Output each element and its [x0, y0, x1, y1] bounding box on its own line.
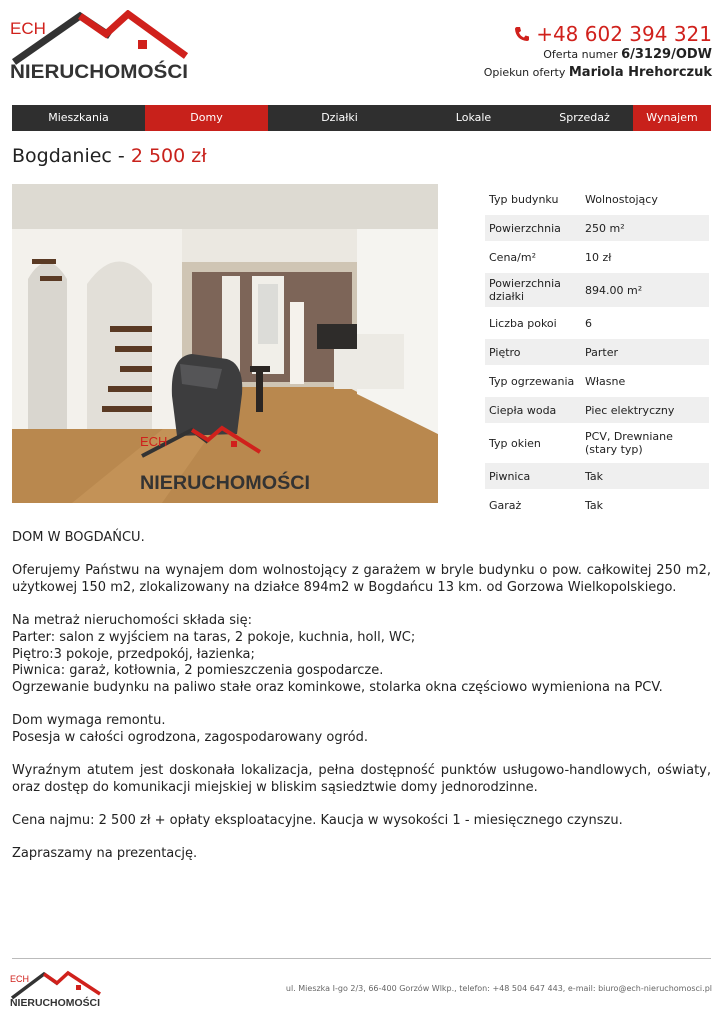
desc-paragraph [12, 713, 711, 747]
desc-line: Piwnica: garaż, kotłownia, 2 pomieszczenia gospodarcze. [12, 663, 384, 679]
spec-value: Wolnostojący [585, 192, 658, 206]
spec-value: Piec elektryczny [581, 397, 709, 423]
spec-row [485, 244, 709, 270]
watermark-name: NIERUCHOMOŚCI [140, 473, 304, 494]
offer-number: 6/3129/ODW [621, 47, 712, 62]
spec-key: Cena/m² [489, 250, 536, 264]
spec-row [485, 339, 709, 365]
company-logo[interactable] [10, 10, 190, 82]
description [12, 530, 711, 879]
spec-row [485, 368, 709, 394]
property-photo[interactable] [12, 184, 438, 503]
footer-logo[interactable] [10, 968, 102, 1008]
nav-lokale[interactable]: Lokale [455, 111, 492, 124]
desc-paragraph [12, 613, 711, 698]
spec-value: 250 m² [581, 215, 709, 241]
spec-value: PCV, Drewniane (stary typ) [585, 430, 673, 456]
spec-row [485, 273, 709, 307]
phone-icon [514, 26, 530, 42]
specs-table [485, 183, 709, 521]
spec-value: Własne [585, 374, 626, 388]
nav-dzialki[interactable]: Działki [321, 111, 358, 124]
spec-key: Powierzchnia [485, 215, 581, 241]
spec-key: Typ budynku [489, 192, 559, 206]
footer-address: ul. Mieszka I-go 2/3, 66-400 Gorzów Wlkp., telefon: +48 504 647 443, e-mail: biuro@ech-nieruchomosci.pl [285, 984, 712, 993]
spec-value: Parter [581, 339, 709, 365]
spec-value: 10 zł [585, 250, 612, 264]
spec-row [485, 463, 709, 489]
nav-wynajem[interactable]: Wynajem [633, 105, 711, 131]
spec-row [485, 186, 709, 212]
desc-paragraph: Zapraszamy na prezentację. [12, 845, 198, 861]
footer-logo-prefix: ECH [10, 974, 30, 984]
desc-paragraph: Oferujemy Państwu na wynajem dom wolnostojący z garażem w bryle budynku o pow. całkowitej 250 m2, użytkowej 150 m2, zlokalizowany na działce 894m2 w Bogdańcu 13 km. od Gorzowa Wielkopolskiego. [12, 562, 711, 595]
offer-line [484, 46, 712, 64]
contact-block [484, 22, 712, 82]
logo-name: NIERUCHOMOŚCI [10, 62, 174, 82]
phone-line[interactable] [484, 22, 712, 46]
desc-line: Piętro:3 pokoje, przedpokój, łazienka; [12, 646, 255, 662]
agent-label: Opiekun oferty [483, 66, 566, 79]
spec-key: Typ ogrzewania [489, 374, 575, 388]
main-nav [12, 105, 711, 131]
desc-heading: DOM W BOGDAŃCU. [12, 530, 145, 545]
spec-value: Tak [585, 498, 604, 512]
watermark-prefix: ECH [140, 434, 168, 449]
spec-key: Piwnica [485, 463, 581, 489]
agent-line [484, 64, 712, 82]
offer-label: Oferta numer [543, 48, 618, 61]
desc-line: Ogrzewanie budynku na paliwo stałe oraz kominkowe, stolarka okna częściowo wymieniona na PCV. [12, 680, 663, 696]
spec-key: Liczba pokoi [489, 316, 557, 330]
desc-line: Na metraż nieruchomości składa się: [12, 612, 252, 628]
nav-mieszkania[interactable]: Mieszkania [48, 111, 109, 124]
page-title [12, 145, 207, 167]
nav-sprzedaz[interactable]: Sprzedaż [559, 111, 610, 124]
desc-paragraph: Wyraźnym atutem jest doskonała lokalizacja, pełna dostępność punktów usługowo-handlowych, oświaty, oraz dostęp do komunikacji miejskiej w bliskim sąsiedztwie domy jednorodzinne. [12, 763, 711, 795]
spec-row [485, 397, 709, 423]
nav-domy[interactable]: Domy [145, 105, 268, 131]
spec-key: Piętro [485, 339, 581, 365]
spec-key: Ciepła woda [485, 397, 581, 423]
phone-number[interactable]: +48 602 394 321 [536, 22, 712, 46]
spec-row [485, 426, 709, 460]
footer-logo-name: NIERUCHOMOŚCI [10, 998, 97, 1008]
spec-key: Typ okien [489, 436, 541, 450]
title-price: 2 500 zł [130, 145, 207, 167]
spec-value: Tak [581, 463, 709, 489]
spec-key: Garaż [489, 498, 522, 512]
spec-row [485, 492, 709, 518]
spec-value: 6 [585, 316, 592, 330]
agent-name: Mariola Hrehorczuk [568, 65, 712, 80]
title-place: Bogdaniec - [12, 145, 131, 167]
spec-key: Powierzchnia działki [485, 273, 581, 307]
desc-line: Posesja w całości ogrodzona, zagospodarowany ogród. [12, 730, 368, 746]
spec-value: 894.00 m² [581, 273, 709, 307]
spec-row [485, 310, 709, 336]
footer-divider [12, 958, 711, 959]
desc-line: Parter: salon z wyjściem na taras, 2 pokoje, kuchnia, holl, WC; [12, 629, 416, 645]
logo-prefix: ECH [10, 19, 46, 38]
spec-row [485, 215, 709, 241]
desc-paragraph: Cena najmu: 2 500 zł + opłaty eksploatacyjne. Kaucja w wysokości 1 - miesięcznego czynszu. [12, 812, 623, 828]
desc-line: Dom wymaga remontu. [12, 713, 166, 729]
